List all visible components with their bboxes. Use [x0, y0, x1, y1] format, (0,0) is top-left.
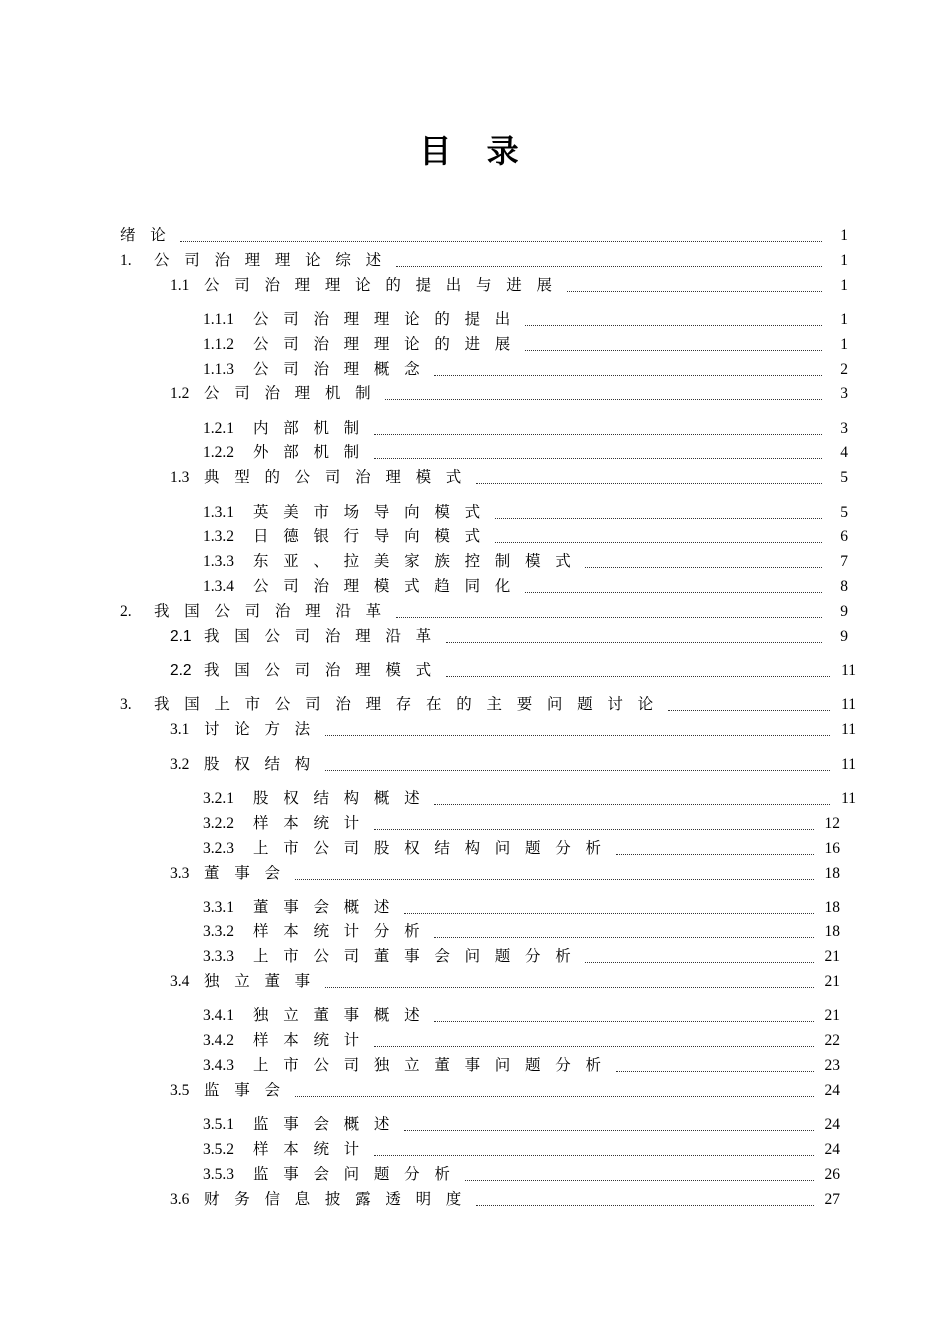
toc-entry[interactable] — [203, 946, 840, 968]
toc-entry-number: 2.2 — [170, 662, 192, 679]
toc-entry[interactable] — [203, 788, 856, 810]
toc-entry[interactable] — [203, 576, 848, 598]
toc-dot-leader — [434, 375, 822, 376]
toc-dot-leader — [385, 399, 822, 400]
toc-dot-leader — [495, 518, 822, 519]
toc-entry-page: 2 — [840, 361, 848, 378]
toc-entry-title: 监事会概述 — [253, 1116, 405, 1133]
toc-dot-leader — [525, 325, 822, 326]
toc-entry-page: 11 — [841, 662, 856, 679]
toc-entry-page: 27 — [824, 1191, 840, 1208]
toc-dot-leader — [567, 291, 822, 292]
toc-entry-number: 2.1 — [170, 628, 192, 645]
toc-entry-title: 董事会概述 — [253, 899, 405, 916]
toc-dot-leader — [585, 567, 822, 568]
toc-entry-title: 内部机制 — [253, 420, 374, 437]
toc-entry-number: 3. — [120, 696, 132, 713]
toc-entry-number: 3.4 — [170, 973, 190, 990]
toc-dot-leader — [446, 676, 830, 677]
toc-entry-number: 1.3 — [170, 469, 190, 486]
toc-entry-page: 21 — [824, 973, 840, 990]
toc-entry-page: 5 — [840, 469, 848, 486]
toc-dot-leader — [404, 913, 814, 914]
toc-dot-leader — [396, 617, 822, 618]
toc-entry[interactable] — [203, 1005, 840, 1027]
toc-entry-page: 11 — [841, 721, 856, 738]
toc-entry-page: 11 — [841, 696, 856, 713]
toc-entry-number: 3.3 — [170, 865, 190, 882]
toc-entry-number: 3.5.3 — [203, 1166, 234, 1183]
toc-dot-leader — [374, 458, 822, 459]
toc-entry[interactable] — [170, 863, 840, 885]
toc-dot-leader — [295, 1096, 814, 1097]
toc-entry-number: 3.1 — [170, 721, 190, 738]
toc-entry-number: 1.1.3 — [203, 361, 234, 378]
toc-dot-leader — [325, 735, 830, 736]
toc-entry[interactable] — [170, 754, 856, 776]
toc-entry-title: 样本统计 — [253, 815, 374, 832]
toc-entry-number: 3.2 — [170, 756, 190, 773]
toc-entry-title: 我国上市公司治理存在的主要问题讨论 — [154, 696, 668, 713]
toc-dot-leader — [616, 1071, 814, 1072]
toc-entry[interactable] — [170, 383, 848, 405]
toc-entry-title: 讨论方法 — [204, 721, 325, 738]
toc-entry-title: 上市公司董事会问题分析 — [253, 948, 586, 965]
toc-entry-number: 3.6 — [170, 1191, 190, 1208]
toc-entry-title: 我国公司治理沿革 — [154, 603, 396, 620]
toc-entry[interactable] — [203, 1139, 840, 1161]
toc-entry-number: 1.2 — [170, 385, 190, 402]
toc-entry-page: 8 — [840, 578, 848, 595]
toc-dot-leader — [434, 937, 814, 938]
toc-entry-number: 3.5 — [170, 1082, 190, 1099]
toc-entry-page: 1 — [840, 227, 848, 244]
toc-entry-page: 9 — [840, 628, 848, 645]
toc-entry-page: 21 — [824, 1007, 840, 1024]
toc-dot-leader — [396, 266, 822, 267]
toc-entry-title: 公司治理理论的提出与进展 — [204, 277, 567, 294]
toc-entry-page: 1 — [840, 311, 848, 328]
toc-entry[interactable] — [170, 971, 840, 993]
toc-entry-page: 1 — [840, 277, 848, 294]
toc-entry-number: 1.3.3 — [203, 553, 234, 570]
toc-entry-number: 1.3.4 — [203, 578, 234, 595]
toc-entry[interactable] — [203, 551, 848, 573]
toc-dot-leader — [495, 542, 822, 543]
toc-entry-number: 1. — [120, 252, 132, 269]
toc-entry-number: 1.3.1 — [203, 504, 234, 521]
toc-entry[interactable] — [203, 526, 848, 548]
toc-entry[interactable] — [170, 1189, 840, 1211]
toc-entry-page: 18 — [824, 923, 840, 940]
toc-dot-leader — [476, 483, 822, 484]
toc-dot-leader — [325, 770, 830, 771]
toc-entry-page: 22 — [824, 1032, 840, 1049]
toc-entry-number: 3.3.2 — [203, 923, 234, 940]
toc-entry-page: 3 — [840, 385, 848, 402]
toc-entry-title: 公司治理模式趋同化 — [253, 578, 526, 595]
toc-entry-number: 3.3.1 — [203, 899, 234, 916]
toc-entry-page: 7 — [840, 553, 848, 570]
toc-entry-title: 董事会 — [204, 865, 295, 882]
toc-dot-leader — [180, 241, 822, 242]
toc-entry[interactable] — [203, 813, 840, 835]
page-title: 目 录 — [419, 132, 531, 170]
toc-entry[interactable] — [170, 467, 848, 489]
toc-entry-number: 1.1 — [170, 277, 190, 294]
toc-entry-title: 公司治理理论的提出 — [253, 311, 526, 328]
toc-entry[interactable] — [203, 359, 848, 381]
toc-entry-page: 3 — [840, 420, 848, 437]
toc-entry-page: 26 — [824, 1166, 840, 1183]
toc-entry-number: 3.5.2 — [203, 1141, 234, 1158]
toc-entry-number: 1.1.2 — [203, 336, 234, 353]
toc-entry-number: 3.4.3 — [203, 1057, 234, 1074]
toc-entry-page: 11 — [841, 790, 856, 807]
toc-entry-title: 日德银行导向模式 — [253, 528, 495, 545]
toc-entry-title: 股权结构 — [204, 756, 325, 773]
toc-entry-page: 1 — [840, 336, 848, 353]
toc-dot-leader — [374, 1155, 814, 1156]
toc-entry[interactable] — [170, 626, 848, 648]
toc-entry[interactable] — [203, 334, 848, 356]
toc-dot-leader — [446, 642, 822, 643]
toc-entry-page: 23 — [824, 1057, 840, 1074]
toc-entry[interactable] — [170, 1080, 840, 1102]
toc-dot-leader — [295, 879, 814, 880]
toc-entry-title: 我国公司治理沿革 — [204, 628, 446, 645]
toc-entry[interactable] — [120, 694, 856, 716]
toc-entry-page: 11 — [841, 756, 856, 773]
toc-entry-number: 1.2.2 — [203, 444, 234, 461]
toc-entry-page: 1 — [840, 252, 848, 269]
toc-entry[interactable] — [203, 502, 848, 524]
toc-entry-page: 12 — [824, 815, 840, 832]
toc-entry-page: 6 — [840, 528, 848, 545]
toc-entry[interactable] — [203, 442, 848, 464]
toc-entry-title: 绪论 — [120, 227, 181, 244]
toc-entry-page: 24 — [824, 1116, 840, 1133]
toc-entry-title: 英美市场导向模式 — [253, 504, 495, 521]
toc-dot-leader — [374, 829, 814, 830]
toc-entry-number: 3.4.2 — [203, 1032, 234, 1049]
toc-entry-number: 3.2.2 — [203, 815, 234, 832]
toc-entry[interactable] — [170, 660, 856, 682]
toc-entry-title: 公司治理理论的进展 — [253, 336, 526, 353]
toc-entry-title: 公司治理机制 — [204, 385, 386, 402]
toc-dot-leader — [525, 592, 822, 593]
toc-entry-title: 我国公司治理模式 — [204, 662, 446, 679]
toc-dot-leader — [465, 1180, 814, 1181]
toc-entry-number: 3.5.1 — [203, 1116, 234, 1133]
toc-entry-title: 典型的公司治理模式 — [204, 469, 477, 486]
toc-entry[interactable] — [120, 250, 848, 272]
toc-entry[interactable] — [203, 1164, 840, 1186]
toc-entry-title: 独立董事 — [204, 973, 325, 990]
toc-entry-number: 3.3.3 — [203, 948, 234, 965]
toc-entry-page: 24 — [824, 1082, 840, 1099]
toc-entry-title: 上市公司独立董事问题分析 — [253, 1057, 616, 1074]
toc-entry[interactable] — [170, 275, 848, 297]
toc-entry[interactable] — [203, 418, 848, 440]
toc-dot-leader — [434, 804, 830, 805]
toc-entry-title: 独立董事概述 — [253, 1007, 435, 1024]
toc-dot-leader — [668, 710, 830, 711]
toc-entry-number: 3.4.1 — [203, 1007, 234, 1024]
toc-entry-page: 18 — [824, 865, 840, 882]
toc-dot-leader — [325, 987, 814, 988]
toc-entry-page: 9 — [840, 603, 848, 620]
toc-entry-title: 样本统计分析 — [253, 923, 435, 940]
toc-dot-leader — [476, 1205, 814, 1206]
toc-entry-title: 公司治理理论综述 — [154, 252, 396, 269]
toc-entry-title: 监事会 — [204, 1082, 295, 1099]
toc-dot-leader — [525, 350, 822, 351]
toc-dot-leader — [374, 1046, 814, 1047]
toc-entry[interactable] — [203, 897, 840, 919]
toc-dot-leader — [585, 962, 814, 963]
toc-dot-leader — [404, 1130, 814, 1131]
toc-entry[interactable] — [120, 225, 848, 247]
toc-entry-page: 24 — [824, 1141, 840, 1158]
toc-entry-page: 16 — [824, 840, 840, 857]
toc-dot-leader — [434, 1021, 814, 1022]
toc-entry-title: 样本统计 — [253, 1032, 374, 1049]
toc-entry-number: 3.2.3 — [203, 840, 234, 857]
toc-entry-number: 1.3.2 — [203, 528, 234, 545]
toc-dot-leader — [616, 854, 814, 855]
toc-entry-title: 外部机制 — [253, 444, 374, 461]
toc-entry-page: 5 — [840, 504, 848, 521]
toc-entry-page: 4 — [840, 444, 848, 461]
toc-entry[interactable] — [203, 309, 848, 331]
toc-entry-number: 2. — [120, 603, 132, 620]
toc-entry-number: 1.2.1 — [203, 420, 234, 437]
toc-entry-title: 财务信息披露透明度 — [204, 1191, 477, 1208]
toc-entry-title: 股权结构概述 — [253, 790, 435, 807]
toc-entry[interactable] — [203, 838, 840, 860]
toc-entry-title: 公司治理概念 — [253, 361, 435, 378]
toc-entry-page: 21 — [824, 948, 840, 965]
toc-entry[interactable] — [120, 601, 848, 623]
toc-entry-number: 3.2.1 — [203, 790, 234, 807]
toc-entry[interactable] — [203, 1055, 840, 1077]
toc-entry-title: 样本统计 — [253, 1141, 374, 1158]
toc-entry[interactable] — [203, 1114, 840, 1136]
toc-entry-title: 上市公司股权结构问题分析 — [253, 840, 616, 857]
toc-entry[interactable] — [170, 719, 856, 741]
toc-entry[interactable] — [203, 921, 840, 943]
toc-entry-title: 东亚、拉美家族控制模式 — [253, 553, 586, 570]
toc-entry-title: 监事会问题分析 — [253, 1166, 465, 1183]
toc-entry[interactable] — [203, 1030, 840, 1052]
toc-entry-number: 1.1.1 — [203, 311, 234, 328]
toc-entry-page: 18 — [824, 899, 840, 916]
toc-dot-leader — [374, 434, 822, 435]
